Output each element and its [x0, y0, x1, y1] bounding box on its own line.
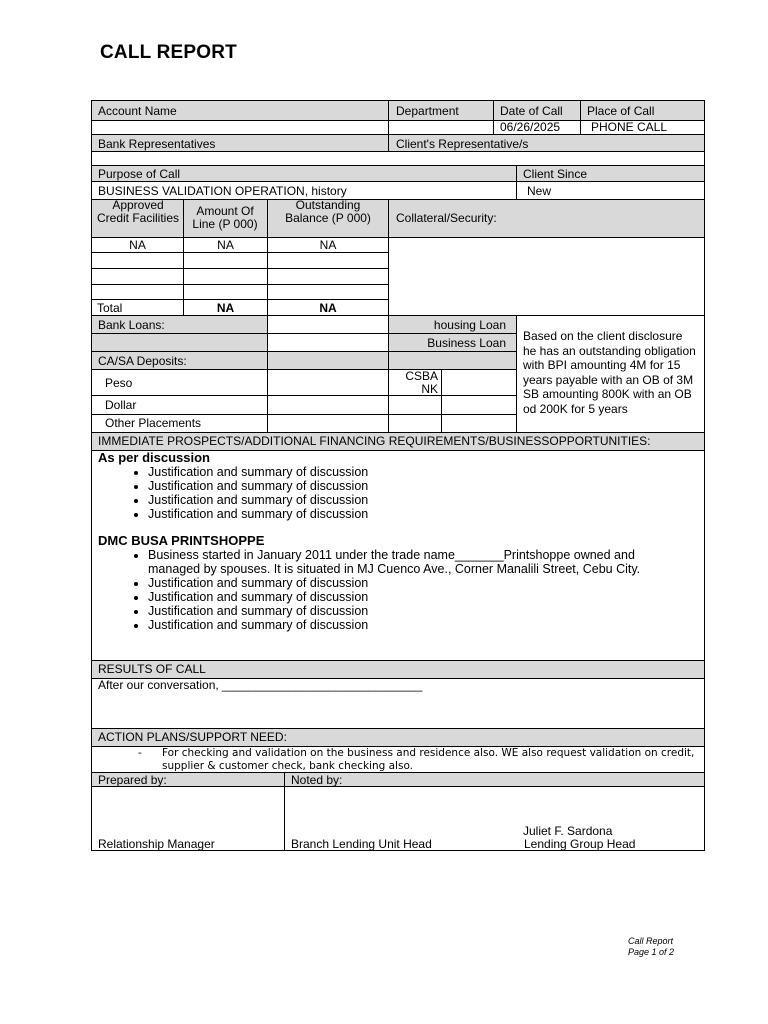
col-divider — [441, 369, 442, 432]
col-divider — [267, 199, 268, 432]
row-divider — [92, 395, 516, 396]
place-of-call-value: PHONE CALL — [591, 120, 668, 134]
discussion-list-1 — [92, 465, 692, 521]
row-divider — [92, 414, 516, 415]
department-label: Department — [396, 104, 459, 118]
row-divider — [92, 268, 389, 269]
purpose-value: BUSINESS VALIDATION OPERATION, history — [98, 184, 347, 198]
list-item: • Justification and summary of discussion — [148, 618, 682, 632]
bank-loans-label: Bank Loans: — [98, 318, 165, 332]
prospects-header: IMMEDIATE PROSPECTS/ADDITIONAL FINANCING REQUIREMENTS/BUSINESSOPPORTUNITIES: — [98, 434, 651, 448]
client-since-value: New — [527, 184, 552, 198]
row-divider — [92, 181, 704, 182]
action-plans-header: ACTION PLANS/SUPPORT NEED: — [98, 730, 287, 744]
date-of-call-label: Date of Call — [500, 104, 563, 118]
row-divider — [92, 786, 704, 787]
results-text: After our conversation, ______________________________ — [98, 678, 423, 692]
col-divider — [493, 101, 494, 134]
date-of-call-value: 06/26/2025 — [500, 120, 561, 134]
row-divider — [92, 315, 704, 316]
col-divider — [284, 772, 285, 850]
prepared-by-label: Prepared by: — [98, 773, 167, 787]
account-name-label: Account Name — [98, 104, 177, 118]
amount-of-line-header: Amount Of Line (P 000) — [192, 204, 258, 231]
total-amount-value: NA — [216, 301, 235, 315]
results-header: RESULTS OF CALL — [98, 662, 206, 676]
housing-loan-label: housing Loan — [433, 318, 506, 332]
page-title: CALL REPORT — [100, 42, 237, 63]
footer-page-number: Page 1 of 2 — [628, 947, 675, 957]
deposits-label: CA/SA Deposits: — [98, 354, 187, 368]
row-divider — [92, 252, 389, 253]
outstanding-balance-header: Outstanding Balance (P 000) — [285, 198, 371, 225]
row-divider — [92, 369, 516, 370]
other-placements-label: Other Placements — [105, 416, 202, 430]
peso-label: Peso — [105, 376, 133, 390]
relationship-manager-title: Relationship Manager — [98, 837, 215, 851]
line-amount-value: NA — [217, 238, 234, 252]
row-divider — [92, 299, 389, 300]
lending-group-head-title: Lending Group Head — [524, 837, 636, 851]
col-divider — [388, 101, 389, 151]
purpose-label: Purpose of Call — [98, 167, 181, 181]
row-divider — [92, 432, 704, 433]
place-of-call-label: Place of Call — [587, 104, 655, 118]
action-plans-text: For checking and validation on the business and residence also. WE also request validation on credit, supplier & customer check, bank checking also. — [162, 747, 695, 772]
list-item: • Justification and summary of discussion — [148, 493, 692, 507]
list-item: • Justification and summary of discussion — [148, 507, 692, 521]
row-divider — [92, 134, 704, 135]
bank-reps-label: Bank Representatives — [98, 137, 216, 151]
col-divider — [516, 165, 517, 199]
client-reps-label: Client's Representative/s — [396, 137, 529, 151]
as-per-discussion-heading: As per discussion — [98, 450, 210, 465]
row-divider — [92, 333, 516, 334]
row-divider — [92, 165, 704, 166]
business-loan-label: Business Loan — [427, 336, 506, 350]
business-name-heading: DMC BUSA PRINTSHOPPE — [98, 533, 265, 548]
branch-lending-head-title: Branch Lending Unit Head — [291, 837, 432, 851]
balance-value: NA — [319, 238, 337, 252]
csba-nk-label: CSBA NK — [405, 369, 438, 396]
list-item: • Justification and summary of discussion — [148, 576, 682, 590]
total-label: Total — [97, 301, 123, 315]
row-divider — [92, 351, 516, 352]
col-divider — [516, 315, 517, 432]
list-item: • Justification and summary of discussion — [148, 604, 682, 618]
facility-value: NA — [129, 238, 146, 252]
row-divider — [92, 728, 704, 729]
page-footer — [628, 936, 674, 958]
footer-doc-name: Call Report — [628, 936, 674, 946]
dollar-label: Dollar — [105, 398, 137, 412]
list-item: • Justification and summary of discussion — [148, 590, 682, 604]
total-balance-value: NA — [319, 301, 337, 315]
discussion-list-2 — [92, 548, 682, 632]
lending-group-head-name: Juliet F. Sardona — [523, 824, 613, 838]
list-item: • Business started in January 2011 under the trade name_______Printshoppe owned and managed by spouses. It is situated in MJ Cuenco Ave., Corner Manalili Street, Cebu City. — [148, 548, 682, 576]
col-divider — [388, 199, 389, 432]
row-divider — [92, 660, 704, 661]
row-divider — [92, 284, 389, 285]
row-divider — [92, 151, 704, 152]
noted-by-label: Noted by: — [291, 773, 343, 787]
list-item: • Justification and summary of discussion — [148, 465, 692, 479]
col-divider — [183, 199, 184, 315]
approved-credit-facilities-header: Approved Credit Facilities — [96, 198, 180, 225]
action-dash: - — [138, 747, 142, 759]
collateral-label: Collateral/Security: — [396, 211, 497, 225]
col-divider — [580, 101, 581, 134]
list-item: • Justification and summary of discussion — [148, 479, 692, 493]
loan-disclosure-note: Based on the client disclosure he has an outstanding obligation with BPI amounting 4M for 15 years payable with an OB of 3M SB amounting 800K with an OB od 200K for 5 years — [523, 329, 696, 416]
client-since-label: Client Since — [523, 167, 588, 181]
